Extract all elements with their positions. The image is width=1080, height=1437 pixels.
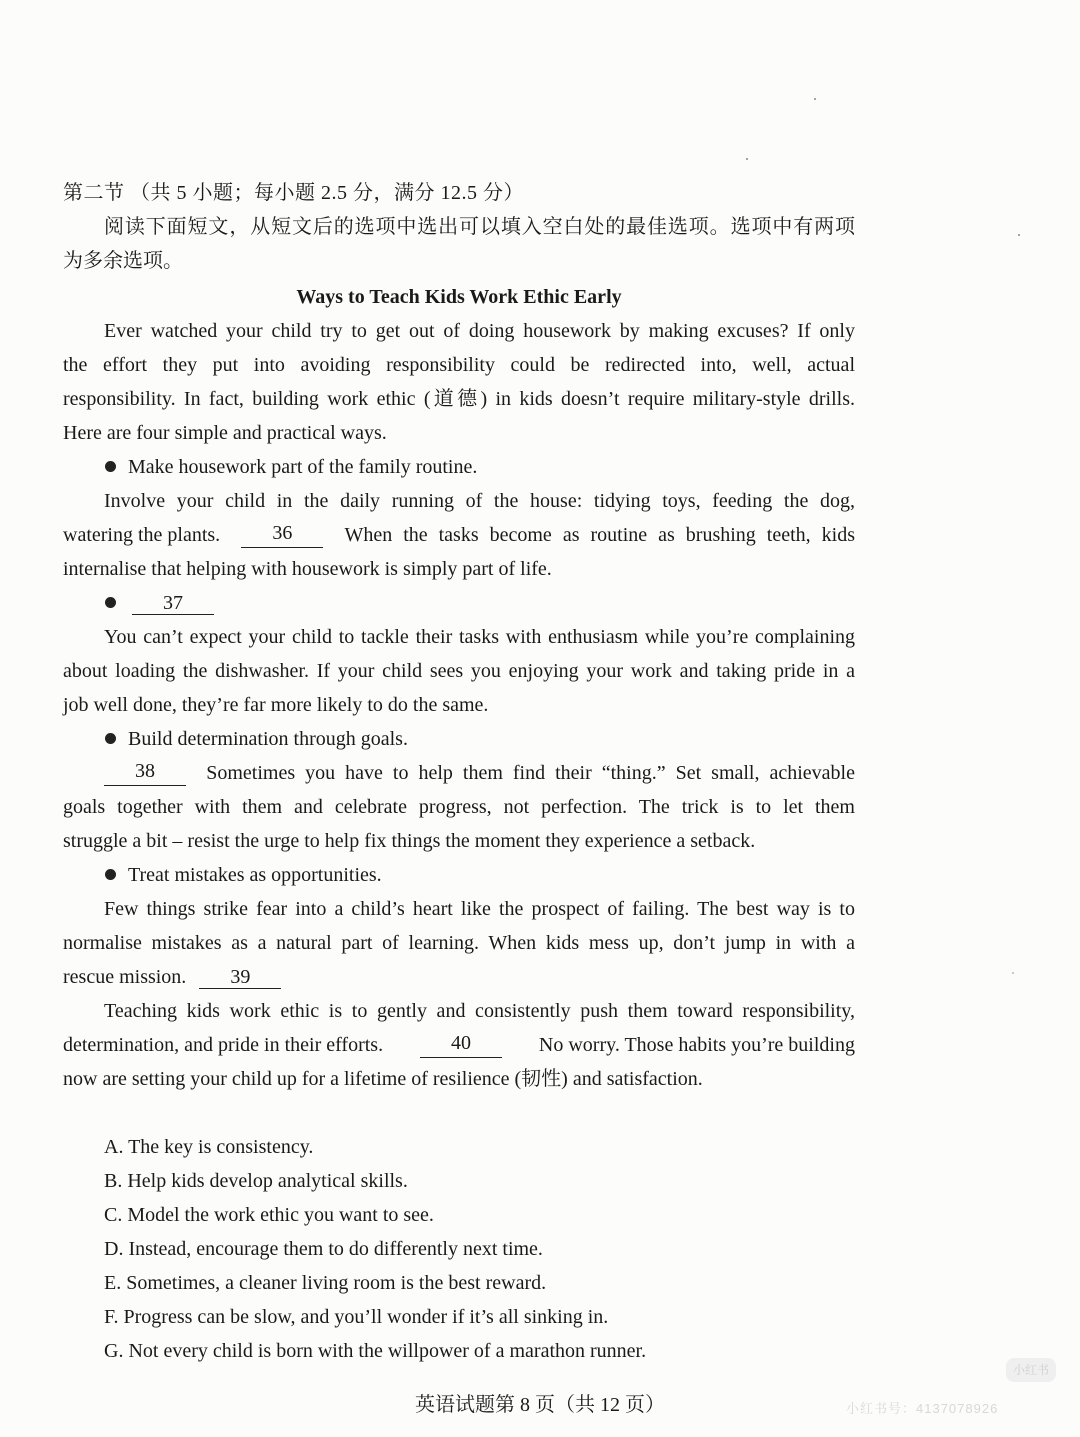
- paragraph-line: job well done, they’re far more likely to do the same.: [63, 694, 489, 716]
- option-b: B. Help kids develop analytical skills.: [104, 1170, 408, 1192]
- paragraph-line: goals together with them and celebrate progress, not perfection. The trick is to let them: [63, 796, 855, 818]
- paragraph-line: [63, 1032, 855, 1058]
- paragraph-line: about loading the dishwasher. If your child sees you enjoying your work and taking pride in a: [63, 660, 855, 682]
- text-segment: determination, and pride in their efforts.: [63, 1034, 384, 1056]
- paragraph-line: now are setting your child up for a lifetime of resilience (韧性) and satisfaction.: [63, 1068, 703, 1090]
- paragraph-line: Few things strike fear into a child’s heart like the prospect of failing. The best way is to: [104, 898, 855, 920]
- paragraph-line: Involve your child in the daily running of the house: tidying toys, feeding the dog,: [104, 490, 855, 512]
- paragraph-line: responsibility. In fact, building work ethic (道德) in kids doesn’t require military-style drills.: [63, 388, 855, 410]
- scan-speck: [814, 98, 816, 100]
- subheading-goals: [105, 726, 897, 752]
- answer-blank-40[interactable]: 40: [420, 1032, 502, 1058]
- paragraph-line: [63, 522, 855, 548]
- paragraph-line: Ever watched your child try to get out of doing housework by making excuses? If only: [104, 320, 855, 342]
- text-segment: Sometimes you have to help them find their “thing.” Set small, achievable: [206, 762, 855, 784]
- paragraph-line: [104, 760, 855, 786]
- paragraph-line: internalise that helping with housework is simply part of life.: [63, 558, 552, 580]
- subheading-routine: [105, 454, 897, 480]
- scan-speck: [746, 158, 748, 160]
- subheading-37: [105, 590, 897, 616]
- option-g: G. Not every child is born with the willpower of a marathon runner.: [104, 1340, 647, 1362]
- paragraph-line: the effort they put into avoiding responsibility could be redirected into, well, actual: [63, 354, 855, 376]
- bullet-icon: [105, 597, 116, 608]
- scan-speck: [1018, 234, 1020, 236]
- scan-speck: [1012, 972, 1014, 974]
- text-segment: When the tasks become as routine as brushing teeth, kids: [344, 524, 855, 546]
- answer-blank-38[interactable]: 38: [104, 760, 186, 786]
- watermark-logo: 小红书: [1006, 1358, 1056, 1382]
- option-d: D. Instead, encourage them to do differently next time.: [104, 1238, 543, 1260]
- section-heading: 第二节 （共 5 小题；每小题 2.5 分，满分 12.5 分）: [63, 182, 524, 204]
- paragraph-line: You can’t expect your child to tackle their tasks with enthusiasm while you’re complaining: [104, 626, 855, 648]
- option-e: E. Sometimes, a cleaner living room is the best reward.: [104, 1272, 547, 1294]
- answer-blank-37[interactable]: 37: [132, 592, 214, 615]
- page-footer: 英语试题第 8 页（共 12 页）: [415, 1394, 665, 1416]
- subheading-text: Treat mistakes as opportunities.: [128, 864, 382, 886]
- answer-blank-36[interactable]: 36: [241, 522, 323, 548]
- bullet-icon: [105, 869, 116, 880]
- text-segment: watering the plants.: [63, 524, 221, 546]
- text-segment: No worry. Those habits you’re building: [538, 1034, 855, 1056]
- passage-title: Ways to Teach Kids Work Ethic Early: [296, 286, 622, 308]
- watermark-text: 小红书号：4137078926: [846, 1401, 999, 1416]
- paragraph-line: struggle a bit – resist the urge to help fix things the moment they experience a setback.: [63, 830, 756, 852]
- subheading-text: Make housework part of the family routine.: [128, 456, 478, 478]
- option-c: C. Model the work ethic you want to see.: [104, 1204, 434, 1226]
- instruction-line: 阅读下面短文，从短文后的选项中选出可以填入空白处的最佳选项。选项中有两项: [104, 216, 855, 238]
- text-segment: rescue mission.: [63, 966, 187, 988]
- subheading-mistakes: [105, 862, 897, 888]
- paragraph-line: Here are four simple and practical ways.: [63, 422, 387, 444]
- bullet-icon: [105, 461, 116, 472]
- paragraph-line: [63, 964, 855, 990]
- paragraph-line: Teaching kids work ethic is to gently and consistently push them toward responsibility,: [104, 1000, 855, 1022]
- subheading-text: Build determination through goals.: [128, 728, 408, 750]
- answer-blank-39[interactable]: 39: [199, 966, 281, 989]
- option-a: A. The key is consistency.: [104, 1136, 314, 1158]
- instruction-line: 为多余选项。: [63, 250, 183, 272]
- option-f: F. Progress can be slow, and you’ll wonder if it’s all sinking in.: [104, 1306, 609, 1328]
- bullet-icon: [105, 733, 116, 744]
- paragraph-line: normalise mistakes as a natural part of learning. When kids mess up, don’t jump in with a: [63, 932, 855, 954]
